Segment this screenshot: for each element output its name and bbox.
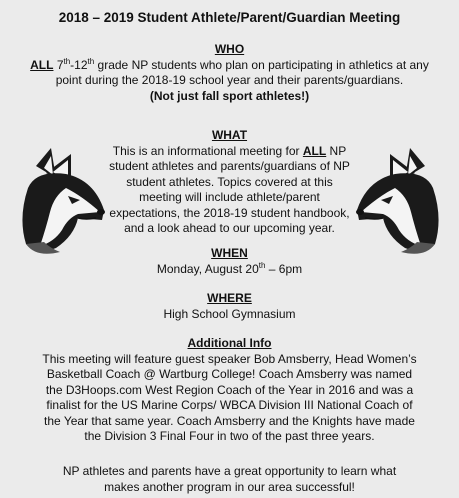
where-section — [0, 291, 459, 322]
info-section — [0, 336, 459, 445]
when-time: – 6pm — [265, 261, 303, 276]
who-section — [0, 42, 459, 104]
what-emph: ALL — [302, 143, 327, 158]
who-lead: ALL — [30, 57, 54, 72]
what-heading: WHAT — [211, 128, 248, 142]
what-post: NP student athletes and parents/guardians of NP student athletes. Topics covered at this meeting will include athlete/parent expectations, the 2018-19 student handbook, and a look ahead to our upcoming year. — [109, 143, 350, 235]
husky-head-icon — [16, 148, 106, 258]
who-text — [30, 58, 430, 89]
who-sup2: th — [87, 56, 95, 66]
who-body: grade NP students who plan on participating in athletics at any point during the 2018-19 school year and their parents/guardians. — [55, 57, 429, 87]
when-date: Monday, August 20 — [156, 261, 259, 276]
what-pre: This is an informational meeting for — [112, 143, 303, 158]
flyer-title: 2018 – 2019 Student Athlete/Parent/Guardian Meeting — [58, 10, 401, 25]
who-grade-start: 7 — [56, 57, 64, 72]
who-grade-end: 12 — [74, 57, 88, 72]
who-dash: - — [70, 57, 75, 72]
where-heading: WHERE — [207, 291, 252, 305]
closing-text: NP athletes and parents have a great opportunity to learn what makes another program in our area successful! — [62, 464, 397, 494]
who-sup1: th — [63, 56, 71, 66]
when-text — [0, 262, 459, 278]
when-heading: WHEN — [211, 246, 248, 260]
info-text: This meeting will feature guest speaker Bob Amsberry, Head Women’s Basketball Coach @ Wartburg College! Coach Amsberry was named the D3Hoops.com West Region Coach of the Year in 2016 and was a finalist for the US Marine Corps/ WBCA Division III National Coach of the Year that same year. Coach Amsberry and the Knights have made the Division 3 Final Four in two of the past three years. — [42, 351, 417, 443]
who-note: (Not just fall sport athletes!) — [149, 88, 310, 103]
info-heading: Additional Info — [187, 336, 272, 350]
when-sup: th — [258, 260, 266, 270]
who-heading: WHO — [214, 42, 245, 56]
what-text — [105, 144, 355, 237]
husky-head-icon — [355, 148, 445, 258]
where-place: High School Gymnasium — [163, 306, 296, 321]
closing-section — [0, 464, 459, 495]
